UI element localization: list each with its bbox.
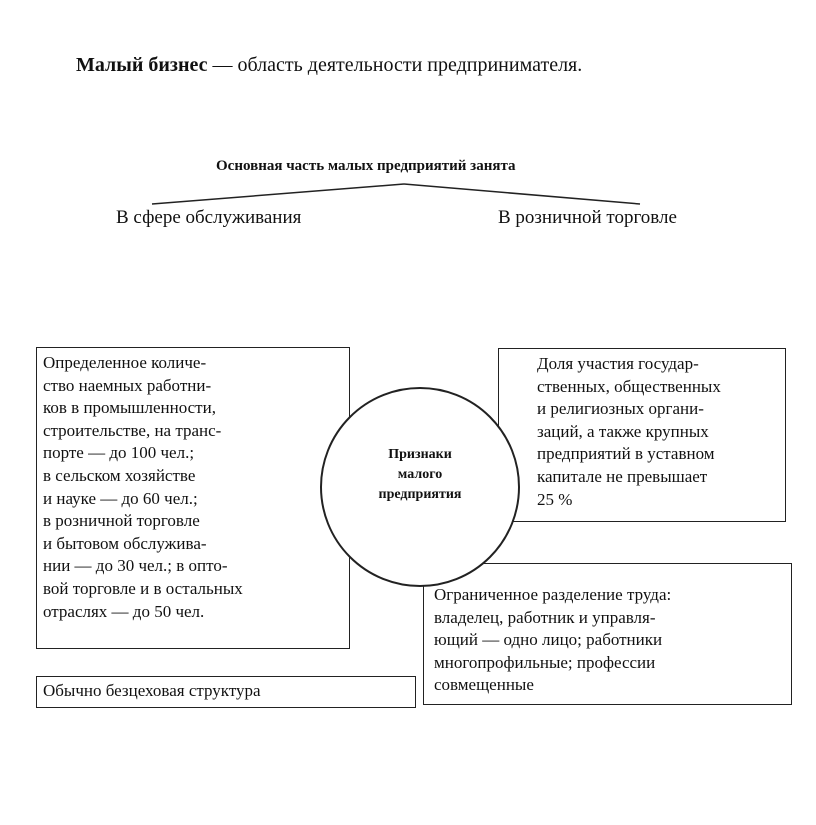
branch-line-right <box>404 184 640 204</box>
definition-term: Малый бизнес <box>76 54 208 76</box>
employees-line: и бытовом обслужива- <box>43 533 207 553</box>
sector-heading: Основная часть малых предприятий занята <box>216 158 516 174</box>
structure-box <box>36 676 416 708</box>
center-circle <box>320 387 520 587</box>
center-label <box>322 445 518 505</box>
definition-text: — область деятельности предпринимателя. <box>207 54 583 76</box>
share-line: ственных, общественных <box>537 376 721 396</box>
branch-retail: В розничной торговле <box>498 207 677 228</box>
labor-division-box <box>423 563 792 705</box>
employees-line: Определенное количе- <box>43 353 207 372</box>
employees-line: строительстве, на транс- <box>43 420 222 440</box>
employees-line: в сельском хозяйстве <box>43 465 196 485</box>
employees-criteria-box <box>36 347 350 649</box>
structure-line: Обычно безцеховая структура <box>43 681 261 700</box>
share-line: и религиозных органи- <box>537 399 704 419</box>
employees-line: в розничной торговле <box>43 511 200 531</box>
center-label-line: малого <box>397 467 443 482</box>
employees-line: порте — до 100 чел.; <box>43 443 195 463</box>
share-line: капитале не превышает <box>537 466 708 486</box>
branch-services: В сфере обслуживания <box>116 207 302 228</box>
labor-line: Ограниченное разделение труда: <box>434 585 672 604</box>
employees-line: ков в промышленности, <box>43 398 216 418</box>
employees-line: и науке — до 60 чел.; <box>43 488 198 508</box>
share-line: 25 % <box>537 489 573 509</box>
center-label-line: предприятия <box>378 487 462 502</box>
labor-line: совмещенные <box>434 675 534 695</box>
ownership-share-box <box>498 348 786 522</box>
share-line: заций, а также крупных <box>537 421 709 441</box>
labor-line: многопрофильные; профессии <box>434 652 656 672</box>
employees-line: вой торговле и в остальных <box>43 578 243 598</box>
employees-line: ство наемных работни- <box>43 375 212 395</box>
center-label-line: Признаки <box>388 447 452 462</box>
share-line: предприятий в уставном <box>537 444 715 464</box>
employees-line: нии — до 30 чел.; в опто- <box>43 556 228 576</box>
labor-line: владелец, работник и управля- <box>434 607 656 627</box>
share-line: Доля участия государ- <box>537 354 699 373</box>
employees-line: отраслях — до 50 чел. <box>43 601 205 621</box>
labor-line: ющий — одно лицо; работники <box>434 630 663 650</box>
branch-line-left <box>152 184 404 204</box>
